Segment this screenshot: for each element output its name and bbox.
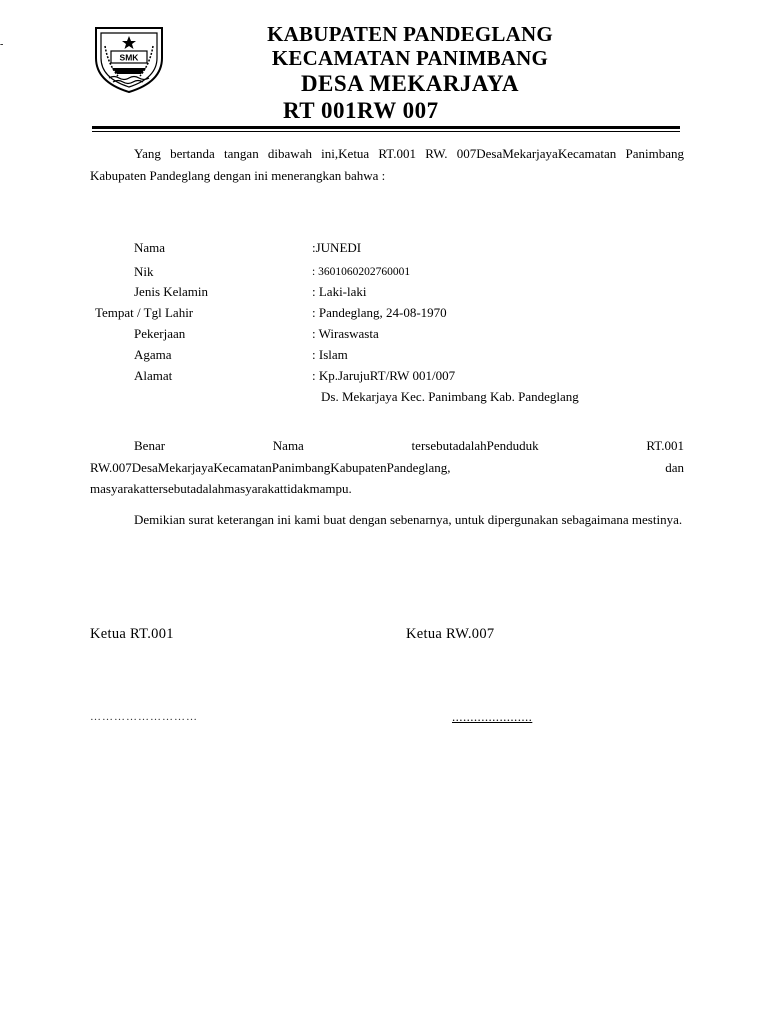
field-label-pekerjaan: Pekerjaan [134, 326, 186, 341]
statement-paragraph [90, 435, 684, 500]
field-value-nama: :JUNEDI [312, 240, 362, 255]
letterhead [190, 22, 630, 124]
field-value-pekerjaan: : Wiraswasta [312, 326, 379, 341]
field-label-jenis-kelamin: Jenis Kelamin [134, 284, 209, 299]
header-divider-thick [92, 126, 680, 129]
letterhead-rt-rw: RT 001RW 007 [283, 98, 439, 123]
signature-title-rw: Ketua RW.007 [406, 626, 495, 642]
field-value-tempat-tgl-lahir: : Pandeglang, 24-08-1970 [312, 305, 447, 320]
intro-text: Yang bertanda tangan dibawah ini,Ketua RT.001 RW. 007DesaMekarjayaKecamatan Panimbang Kabupaten Pandeglang dengan ini menerangkan bahwa : [90, 146, 684, 183]
field-label-nik: Nik [134, 264, 154, 279]
signature-line-rt: ……………………… [90, 711, 198, 723]
field-value-alamat: : Kp.JarujuRT/RW 001/007 [312, 368, 456, 383]
header-divider-thin [92, 131, 680, 132]
closing-paragraph [90, 509, 684, 531]
closing-text: Demikian surat keterangan ini kami buat dengan sebenarnya, untuk dipergunakan sebagaimana mestinya. [134, 512, 683, 527]
margin-mark: - [0, 39, 4, 50]
field-value-jenis-kelamin: : Laki-laki [312, 284, 367, 299]
field-value-agama: : Islam [312, 347, 348, 362]
field-value-alamat-line2: Ds. Mekarjaya Kec. Panimbang Kab. Pandeglang [321, 389, 579, 404]
field-label-nama: Nama [134, 240, 166, 255]
field-label-tempat-tgl-lahir: Tempat / Tgl Lahir [95, 305, 194, 320]
signature-title-rt: Ketua RT.001 [90, 626, 174, 642]
regency-crest-icon [92, 24, 166, 94]
letterhead-regency: KABUPATEN PANDEGLANG [267, 22, 553, 46]
field-value-nik: : 3601060202760001 [312, 266, 411, 278]
signature-line-rw: ...................... [452, 709, 533, 724]
field-label-agama: Agama [134, 347, 172, 362]
intro-paragraph [90, 143, 684, 186]
statement-text: Benar Nama tersebutadalahPenduduk RT.001 RW.007DesaMekarjayaKecamatanPanimbangKabupatenPandeglang, dan masyarakattersebutadalahmasyarakattidakmampu. [90, 438, 684, 496]
letterhead-village: DESA MEKARJAYA [300, 71, 520, 96]
field-label-alamat: Alamat [134, 368, 173, 383]
svg-text:SMK: SMK [119, 52, 139, 63]
letterhead-district: KECAMATAN PANIMBANG [271, 46, 549, 70]
